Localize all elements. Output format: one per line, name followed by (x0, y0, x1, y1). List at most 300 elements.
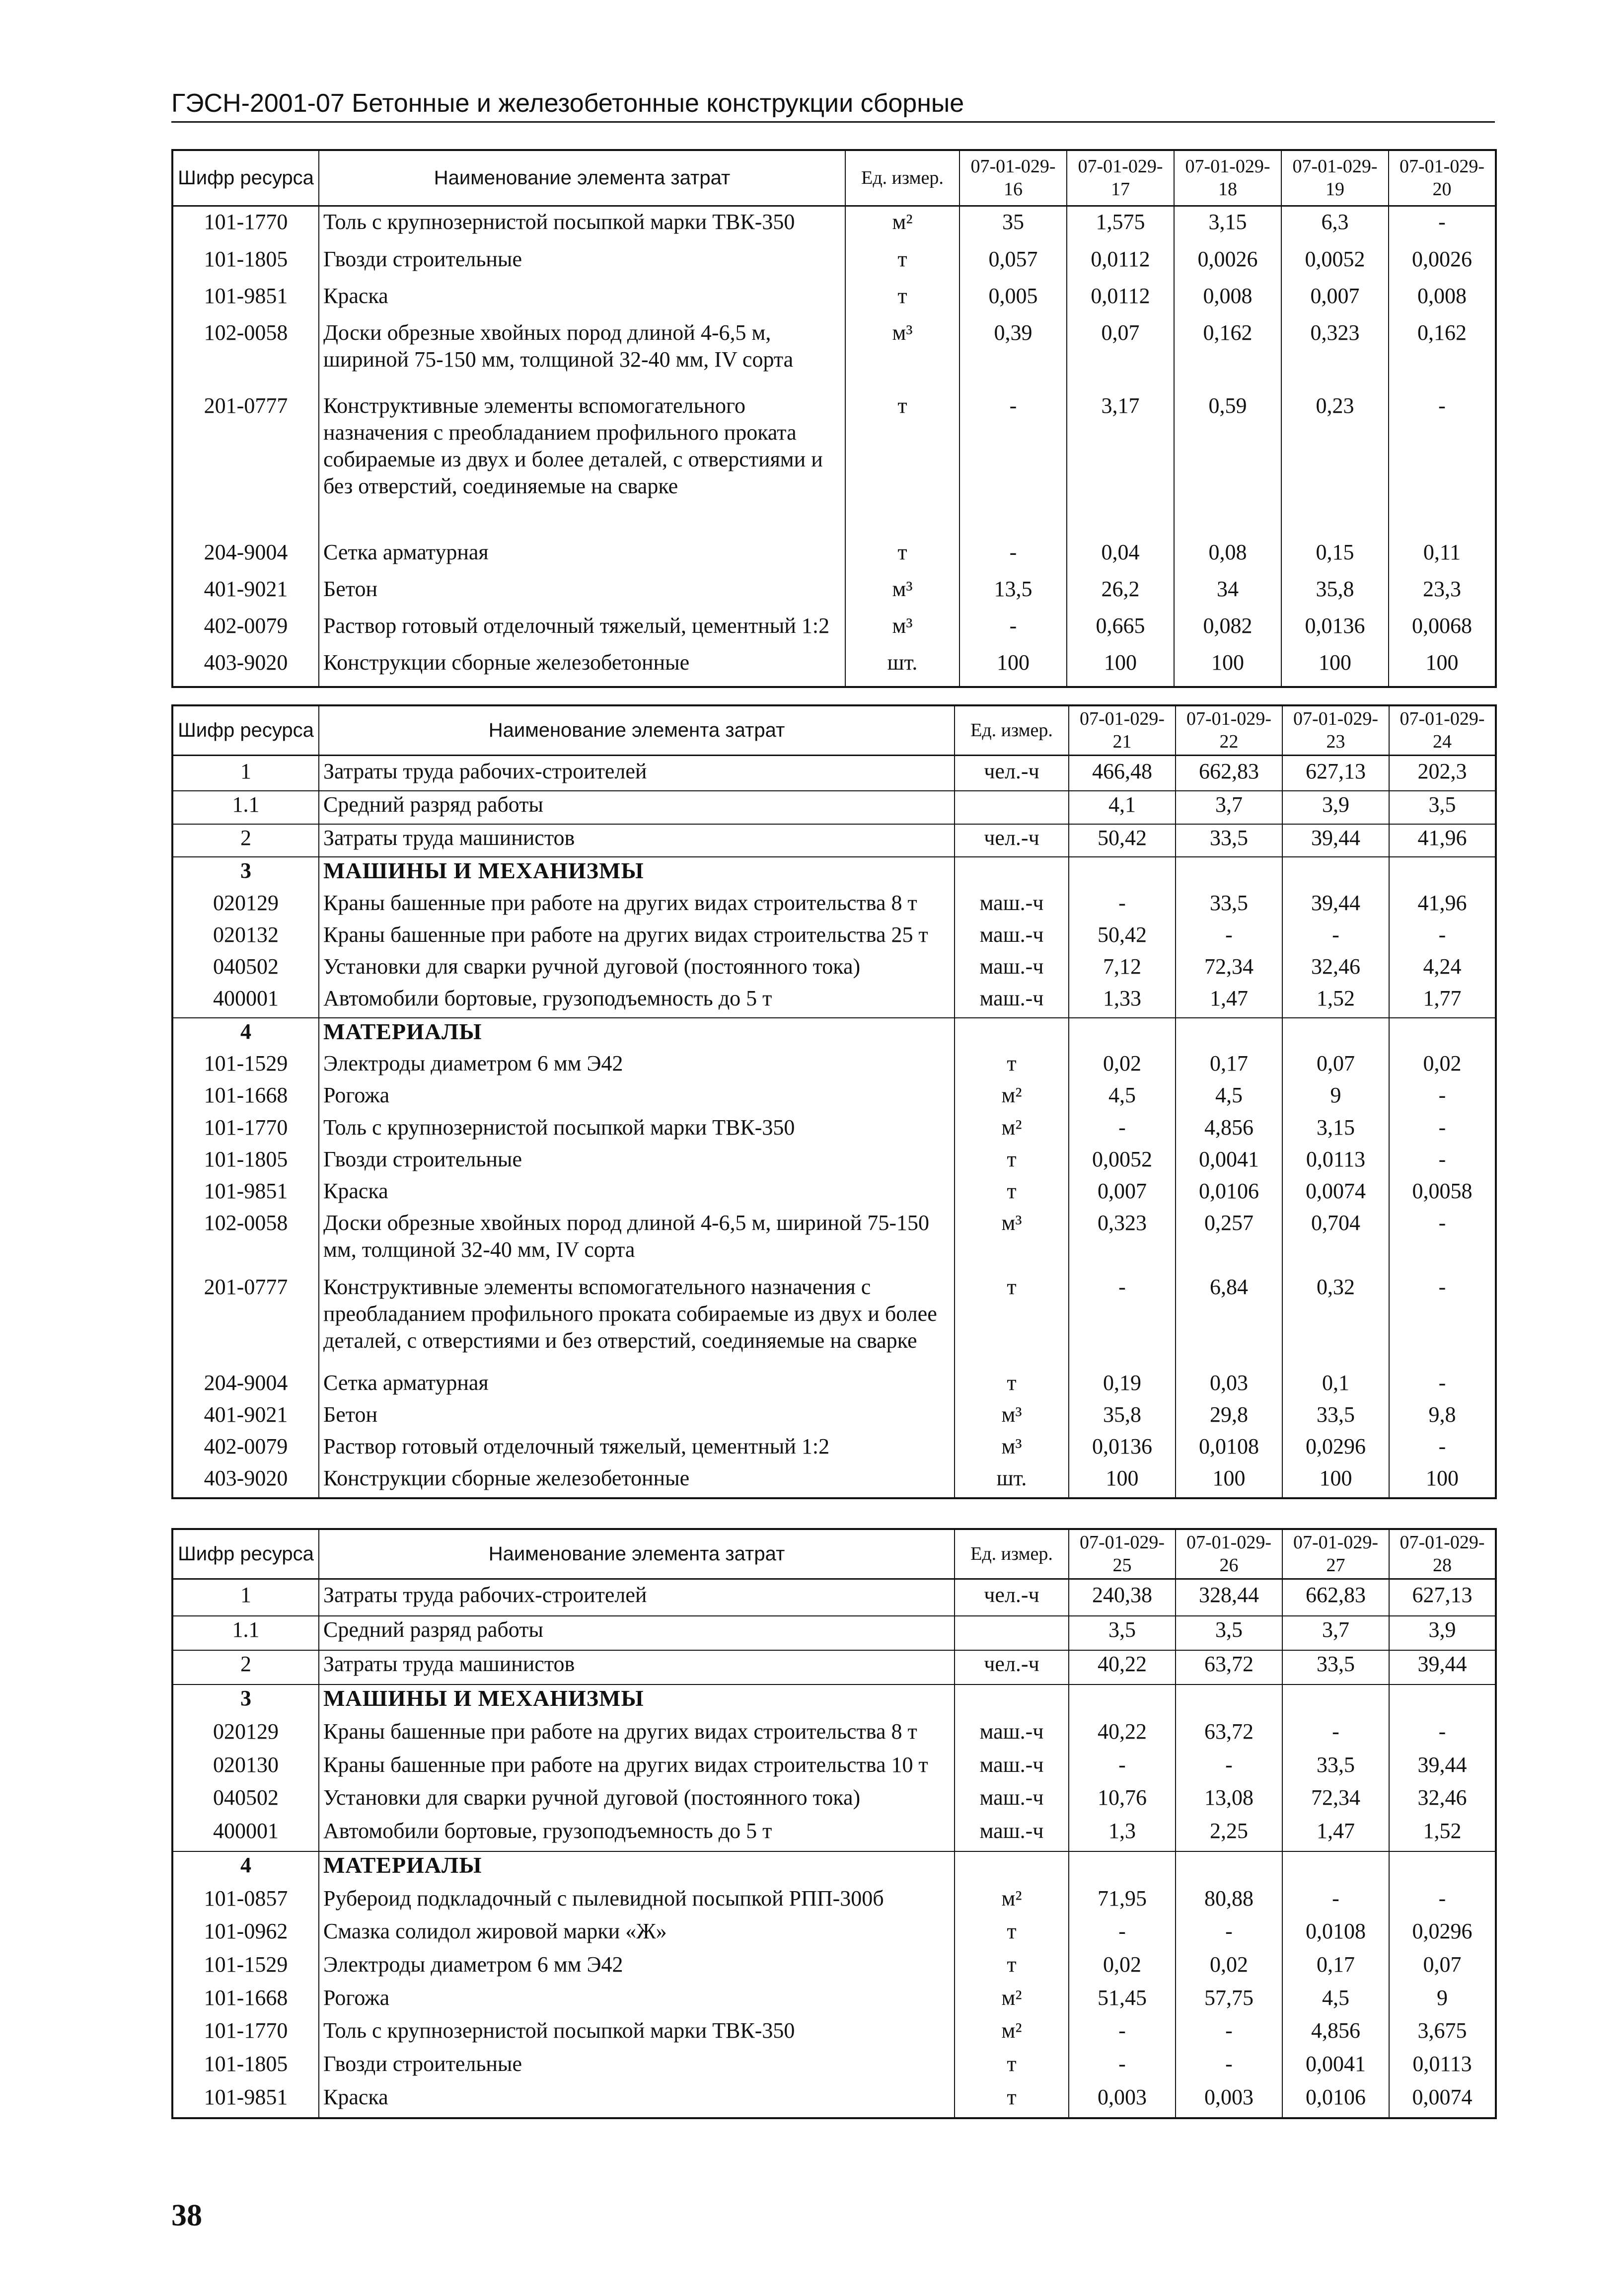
resource-value: - (1176, 1752, 1282, 1785)
resource-name: Гвозди строительные (319, 1146, 955, 1178)
resource-name: Гвозди строительные (319, 246, 845, 283)
resource-value: 35,8 (1281, 576, 1389, 612)
resource-unit: м² (955, 1885, 1069, 1918)
resource-value: - (1389, 921, 1496, 953)
resource-code: 3 (172, 857, 319, 889)
resource-value: 0,0041 (1282, 2051, 1389, 2084)
resource-value (1069, 857, 1176, 889)
resource-name: Краска (319, 2084, 955, 2118)
resource-unit (955, 1684, 1069, 1718)
resource-value: 0,32 (1282, 1274, 1389, 1370)
resource-name: Краны башенные при работе на других видах строительства 25 т (319, 921, 955, 953)
resource-value: - (1069, 1752, 1176, 1785)
resource-unit: т (845, 539, 959, 576)
resource-code: 040502 (172, 953, 319, 985)
resource-name: Затраты труда машинистов (319, 1650, 955, 1684)
table-row (172, 2017, 1496, 2051)
resource-name: Доски обрезные хвойных пород длиной 4-6,5 м, шириной 75-150 мм, толщиной 32-40 мм, IV сорта (319, 1210, 955, 1273)
resource-code: 201-0777 (172, 392, 319, 539)
resource-code: 4 (172, 1018, 319, 1050)
resource-value: 9 (1282, 1082, 1389, 1114)
resource-value: 0,0296 (1282, 1433, 1389, 1465)
resource-value: 1,52 (1389, 1818, 1496, 1851)
resource-value: 26,2 (1067, 576, 1174, 612)
resource-value: 33,5 (1282, 1752, 1389, 1785)
table-row (172, 246, 1496, 283)
resource-unit: м² (845, 206, 959, 246)
table-row (172, 1616, 1496, 1650)
resource-value: 3,7 (1282, 1616, 1389, 1650)
resource-name: Доски обрезные хвойных пород длиной 4-6,5 м, шириной 75-150 мм, толщиной 32-40 мм, IV сорта (319, 319, 845, 393)
resource-value: 3,17 (1067, 392, 1174, 539)
resource-value: - (1176, 1918, 1282, 1951)
resource-code: 101-1805 (172, 246, 319, 283)
resource-name: Рогожа (319, 1985, 955, 2018)
column-header-name: Наименование элемента затрат (319, 705, 955, 755)
resource-value: 4,5 (1282, 1985, 1389, 2018)
resource-value: 3,5 (1389, 791, 1496, 824)
resource-name: Краска (319, 1178, 955, 1210)
resource-value: 0,0052 (1281, 246, 1389, 283)
resource-unit: т (955, 2084, 1069, 2118)
resource-value: 1,52 (1282, 985, 1389, 1017)
resource-value: 40,22 (1069, 1650, 1176, 1684)
resource-value: 63,72 (1176, 1718, 1282, 1752)
resource-name: Бетон (319, 1401, 955, 1433)
resource-code: 403-9020 (172, 1465, 319, 1498)
resource-value: 0,0068 (1389, 612, 1496, 649)
resource-value: 4,856 (1282, 2017, 1389, 2051)
resource-code: 1 (172, 755, 319, 791)
resource-value: 33,5 (1176, 824, 1282, 857)
resource-code: 101-1770 (172, 206, 319, 246)
resource-value: 41,96 (1389, 824, 1496, 857)
resource-unit: чел.-ч (955, 1650, 1069, 1684)
resource-name: Толь с крупнозернистой посыпкой марки ТВК-350 (319, 1114, 955, 1146)
resource-code: 402-0079 (172, 1433, 319, 1465)
resource-unit: маш.-ч (955, 1718, 1069, 1752)
column-header-code: Шифр ресурса (172, 705, 319, 755)
resource-value: 3,9 (1389, 1616, 1496, 1650)
resource-value: 0,162 (1389, 319, 1496, 393)
column-header-4: 07-01-029-19 (1281, 150, 1389, 206)
column-header-unit: Ед. измер. (955, 705, 1069, 755)
resource-value: 662,83 (1176, 755, 1282, 791)
resource-unit (955, 1018, 1069, 1050)
resource-value: - (1282, 921, 1389, 953)
resource-value: - (959, 612, 1067, 649)
resource-value: 6,84 (1176, 1274, 1282, 1370)
resource-code: 400001 (172, 1818, 319, 1851)
resource-value: 0,02 (1069, 1050, 1176, 1082)
resource-value: 0,057 (959, 246, 1067, 283)
resource-value: 32,46 (1282, 953, 1389, 985)
page-header: ГЭСН-2001-07 Бетонные и железобетонные конструкции сборные (171, 88, 1495, 123)
resource-unit: маш.-ч (955, 1784, 1069, 1818)
table-row (172, 2051, 1496, 2084)
resource-code: 1.1 (172, 1616, 319, 1650)
resource-value: 50,42 (1069, 921, 1176, 953)
column-header-3: 07-01-029-23 (1282, 705, 1389, 755)
column-header-3: 07-01-029-18 (1174, 150, 1281, 206)
resource-value: 40,22 (1069, 1718, 1176, 1752)
table-row (172, 1818, 1496, 1851)
resource-value: 0,007 (1281, 283, 1389, 319)
table-row (172, 1178, 1496, 1210)
resource-value: - (1069, 2017, 1176, 2051)
table-row (172, 791, 1496, 824)
resource-value: 3,5 (1069, 1616, 1176, 1650)
table-row (172, 1684, 1496, 1718)
resource-unit: маш.-ч (955, 953, 1069, 985)
resource-value: - (1389, 1885, 1496, 1918)
resource-unit: чел.-ч (955, 755, 1069, 791)
resource-value (1389, 1851, 1496, 1885)
resource-value (1069, 1851, 1176, 1885)
resource-value: 202,3 (1389, 755, 1496, 791)
resource-unit: т (955, 2051, 1069, 2084)
table-row (172, 283, 1496, 319)
resource-value: 4,1 (1069, 791, 1176, 824)
table-row (172, 953, 1496, 985)
resource-value (1282, 1851, 1389, 1885)
resource-code: 020132 (172, 921, 319, 953)
resource-code: 402-0079 (172, 612, 319, 649)
resource-unit: чел.-ч (955, 824, 1069, 857)
table-row (172, 890, 1496, 921)
column-header-3: 07-01-029-27 (1282, 1529, 1389, 1579)
column-header-unit: Ед. измер. (845, 150, 959, 206)
resource-value (1176, 1018, 1282, 1050)
resource-name: Средний разряд работы (319, 791, 955, 824)
resource-value: 3,9 (1282, 791, 1389, 824)
resource-value: 63,72 (1176, 1650, 1282, 1684)
resource-name: Сетка арматурная (319, 539, 845, 576)
resource-unit: чел.-ч (955, 1579, 1069, 1616)
resource-value: - (959, 539, 1067, 576)
resource-value: 0,59 (1174, 392, 1281, 539)
resource-value: 72,34 (1176, 953, 1282, 985)
table-row (172, 1851, 1496, 1885)
resource-value: 72,34 (1282, 1784, 1389, 1818)
resource-unit (955, 857, 1069, 889)
resource-unit: м² (955, 1985, 1069, 2018)
table-row (172, 1650, 1496, 1684)
resource-name: Рубероид подкладочный с пылевидной посыпкой РПП-300б (319, 1885, 955, 1918)
table-row (172, 1050, 1496, 1082)
table-row (172, 1210, 1496, 1273)
resource-value: 0,11 (1389, 539, 1496, 576)
resource-code: 400001 (172, 985, 319, 1017)
resource-code: 101-1805 (172, 1146, 319, 1178)
resource-code: 101-1529 (172, 1050, 319, 1082)
resource-code: 101-1770 (172, 1114, 319, 1146)
resource-value: 0,1 (1282, 1370, 1389, 1401)
resource-unit: шт. (955, 1465, 1069, 1498)
resource-value: 466,48 (1069, 755, 1176, 791)
table-row (172, 755, 1496, 791)
resource-code: 101-1770 (172, 2017, 319, 2051)
resource-unit: маш.-ч (955, 985, 1069, 1017)
table-header-row (172, 1529, 1496, 1579)
table-row (172, 1885, 1496, 1918)
resource-code: 040502 (172, 1784, 319, 1818)
column-header-4: 07-01-029-28 (1389, 1529, 1496, 1579)
resource-value: 29,8 (1176, 1401, 1282, 1433)
resource-value: - (1389, 1146, 1496, 1178)
resource-unit: т (955, 1918, 1069, 1951)
resource-value: 0,003 (1176, 2084, 1282, 2118)
resource-value (1389, 1684, 1496, 1718)
resource-value: 0,323 (1069, 1210, 1176, 1273)
table-row (172, 1465, 1496, 1498)
resource-value: 4,5 (1176, 1082, 1282, 1114)
column-header-1: 07-01-029-25 (1069, 1529, 1176, 1579)
resource-value: 80,88 (1176, 1885, 1282, 1918)
table-row (172, 1018, 1496, 1050)
table-row (172, 1146, 1496, 1178)
resource-value: 39,44 (1282, 890, 1389, 921)
table-row (172, 1951, 1496, 1985)
resource-code: 1.1 (172, 791, 319, 824)
resource-value: - (1069, 1274, 1176, 1370)
resource-value (1176, 1851, 1282, 1885)
resource-name: Электроды диаметром 6 мм Э42 (319, 1951, 955, 1985)
resource-value: - (1176, 921, 1282, 953)
resource-value: 71,95 (1069, 1885, 1176, 1918)
resource-value (1069, 1018, 1176, 1050)
resource-code: 101-1805 (172, 2051, 319, 2084)
resource-value: 0,0074 (1282, 1178, 1389, 1210)
resource-value: 7,12 (1069, 953, 1176, 985)
resource-code: 101-0857 (172, 1885, 319, 1918)
resource-value (1282, 1018, 1389, 1050)
resource-value: 0,08 (1174, 539, 1281, 576)
resource-table-2 (171, 704, 1497, 1499)
resource-value: 1,47 (1282, 1818, 1389, 1851)
resource-value: 100 (1069, 1465, 1176, 1498)
resource-value: 100 (1389, 649, 1496, 688)
resource-name: Бетон (319, 576, 845, 612)
table-row (172, 2084, 1496, 2118)
resource-value: 0,17 (1176, 1050, 1282, 1082)
resource-value: - (1389, 1114, 1496, 1146)
resource-name: Конструкции сборные железобетонные (319, 649, 845, 688)
resource-value: 0,0026 (1389, 246, 1496, 283)
resource-name: Гвозди строительные (319, 2051, 955, 2084)
resource-code: 101-1529 (172, 1951, 319, 1985)
resource-value: 0,02 (1069, 1951, 1176, 1985)
resource-value: - (1069, 1918, 1176, 1951)
column-header-name: Наименование элемента затрат (319, 150, 845, 206)
resource-value: - (1389, 1274, 1496, 1370)
resource-value: 0,704 (1282, 1210, 1389, 1273)
resource-name: Краны башенные при работе на других видах строительства 10 т (319, 1752, 955, 1785)
table-row (172, 921, 1496, 953)
resource-value (1389, 857, 1496, 889)
resource-value: 0,07 (1067, 319, 1174, 393)
resource-value: 0,0112 (1067, 283, 1174, 319)
resource-value: 0,0112 (1067, 246, 1174, 283)
resource-unit: т (955, 1370, 1069, 1401)
resource-value: 13,08 (1176, 1784, 1282, 1818)
resource-value: 0,0041 (1176, 1146, 1282, 1178)
resource-value: 627,13 (1389, 1579, 1496, 1616)
resource-value (1176, 1684, 1282, 1718)
resource-table-1 (171, 149, 1497, 688)
resource-value: 39,44 (1282, 824, 1389, 857)
column-header-5: 07-01-029-20 (1389, 150, 1496, 206)
column-header-1: 07-01-029-21 (1069, 705, 1176, 755)
resource-value: 0,665 (1067, 612, 1174, 649)
resource-value: 0,008 (1174, 283, 1281, 319)
resource-value: - (1069, 890, 1176, 921)
table-row (172, 1918, 1496, 1951)
table-row (172, 1985, 1496, 2018)
resource-value: 35 (959, 206, 1067, 246)
resource-value: 0,162 (1174, 319, 1281, 393)
table-row (172, 576, 1496, 612)
resource-unit: т (845, 246, 959, 283)
resource-value: 50,42 (1069, 824, 1176, 857)
resource-name: Рогожа (319, 1082, 955, 1114)
resource-value: 0,03 (1176, 1370, 1282, 1401)
resource-value: 0,0106 (1176, 1178, 1282, 1210)
resource-value: 0,0026 (1174, 246, 1281, 283)
resource-value: 4,5 (1069, 1082, 1176, 1114)
resource-unit: м³ (955, 1433, 1069, 1465)
column-header-2: 07-01-029-22 (1176, 705, 1282, 755)
resource-value: - (1389, 1718, 1496, 1752)
resource-value (1282, 1684, 1389, 1718)
resource-value (1176, 857, 1282, 889)
resource-code: 401-9021 (172, 1401, 319, 1433)
resource-value: 10,76 (1069, 1784, 1176, 1818)
table-header-row (172, 705, 1496, 755)
resource-value: 100 (1067, 649, 1174, 688)
resource-value (1069, 1684, 1176, 1718)
resource-value: - (1069, 1114, 1176, 1146)
column-header-unit: Ед. измер. (955, 1529, 1069, 1579)
resource-value: 3,15 (1282, 1114, 1389, 1146)
resource-value (1282, 857, 1389, 889)
resource-value: 0,323 (1281, 319, 1389, 393)
resource-name: МАТЕРИАЛЫ (319, 1018, 955, 1050)
resource-code: 204-9004 (172, 1370, 319, 1401)
column-header-code: Шифр ресурса (172, 150, 319, 206)
resource-unit: маш.-ч (955, 890, 1069, 921)
table-row (172, 612, 1496, 649)
resource-name: Раствор готовый отделочный тяжелый, цементный 1:2 (319, 1433, 955, 1465)
resource-unit (955, 1851, 1069, 1885)
resource-value: 0,0113 (1389, 2051, 1496, 2084)
resource-value: - (1389, 1210, 1496, 1273)
resource-value: - (959, 392, 1067, 539)
resource-unit: т (955, 1951, 1069, 1985)
resource-value: 32,46 (1389, 1784, 1496, 1818)
resource-name: Средний разряд работы (319, 1616, 955, 1650)
resource-unit: т (955, 1178, 1069, 1210)
table-row (172, 319, 1496, 393)
resource-code: 403-9020 (172, 649, 319, 688)
resource-code: 2 (172, 824, 319, 857)
resource-name: Установки для сварки ручной дуговой (постоянного тока) (319, 953, 955, 985)
resource-unit: м² (955, 1082, 1069, 1114)
resource-unit: м³ (845, 319, 959, 393)
resource-value: 0,0106 (1282, 2084, 1389, 2118)
resource-name: Толь с крупнозернистой посыпкой марки ТВК-350 (319, 2017, 955, 2051)
resource-unit: т (955, 1146, 1069, 1178)
resource-unit: м² (955, 1114, 1069, 1146)
resource-value: 6,3 (1281, 206, 1389, 246)
table-row (172, 1274, 1496, 1370)
resource-name: МАТЕРИАЛЫ (319, 1851, 955, 1885)
resource-value: 3,5 (1176, 1616, 1282, 1650)
table-row (172, 1433, 1496, 1465)
resource-value: 51,45 (1069, 1985, 1176, 2018)
table-row (172, 392, 1496, 539)
resource-name: МАШИНЫ И МЕХАНИЗМЫ (319, 1684, 955, 1718)
resource-value: 1,575 (1067, 206, 1174, 246)
table-row (172, 1401, 1496, 1433)
resource-value: 9 (1389, 1985, 1496, 2018)
resource-value: 0,0136 (1281, 612, 1389, 649)
resource-code: 3 (172, 1684, 319, 1718)
table-row (172, 1579, 1496, 1616)
column-header-4: 07-01-029-24 (1389, 705, 1496, 755)
resource-code: 102-0058 (172, 319, 319, 393)
resource-value: 0,17 (1282, 1951, 1389, 1985)
resource-value: 0,0108 (1282, 1918, 1389, 1951)
resource-name: Краны башенные при работе на других видах строительства 8 т (319, 890, 955, 921)
resource-value: 240,38 (1069, 1579, 1176, 1616)
resource-unit: шт. (845, 649, 959, 688)
resource-name: Конструкции сборные железобетонные (319, 1465, 955, 1498)
resource-name: Краска (319, 283, 845, 319)
table-row (172, 1370, 1496, 1401)
resource-value: 0,0058 (1389, 1178, 1496, 1210)
resource-unit (955, 1616, 1069, 1650)
resource-unit: т (955, 1274, 1069, 1370)
resource-value: - (1069, 2051, 1176, 2084)
resource-name: Раствор готовый отделочный тяжелый, цементный 1:2 (319, 612, 845, 649)
resource-name: Толь с крупнозернистой посыпкой марки ТВК-350 (319, 206, 845, 246)
resource-value: 0,082 (1174, 612, 1281, 649)
resource-name: Краны башенные при работе на других видах строительства 8 т (319, 1718, 955, 1752)
resource-value: 662,83 (1282, 1579, 1389, 1616)
resource-value: 4,24 (1389, 953, 1496, 985)
column-header-2: 07-01-029-26 (1176, 1529, 1282, 1579)
resource-value: 100 (1282, 1465, 1389, 1498)
resource-name: Затраты труда рабочих-строителей (319, 755, 955, 791)
table-row (172, 985, 1496, 1017)
resource-value: 0,0074 (1389, 2084, 1496, 2118)
resource-value: 13,5 (959, 576, 1067, 612)
resource-value (1389, 1018, 1496, 1050)
resource-value: 3,7 (1176, 791, 1282, 824)
resource-value: 328,44 (1176, 1579, 1282, 1616)
resource-code: 2 (172, 1650, 319, 1684)
resource-value: 39,44 (1389, 1650, 1496, 1684)
resource-name: Сетка арматурная (319, 1370, 955, 1401)
resource-value: 41,96 (1389, 890, 1496, 921)
resource-value: 3,15 (1174, 206, 1281, 246)
resource-code: 101-9851 (172, 1178, 319, 1210)
resource-value: 0,257 (1176, 1210, 1282, 1273)
resource-value: 0,15 (1281, 539, 1389, 576)
column-header-name: Наименование элемента затрат (319, 1529, 955, 1579)
resource-value: 0,0052 (1069, 1146, 1176, 1178)
